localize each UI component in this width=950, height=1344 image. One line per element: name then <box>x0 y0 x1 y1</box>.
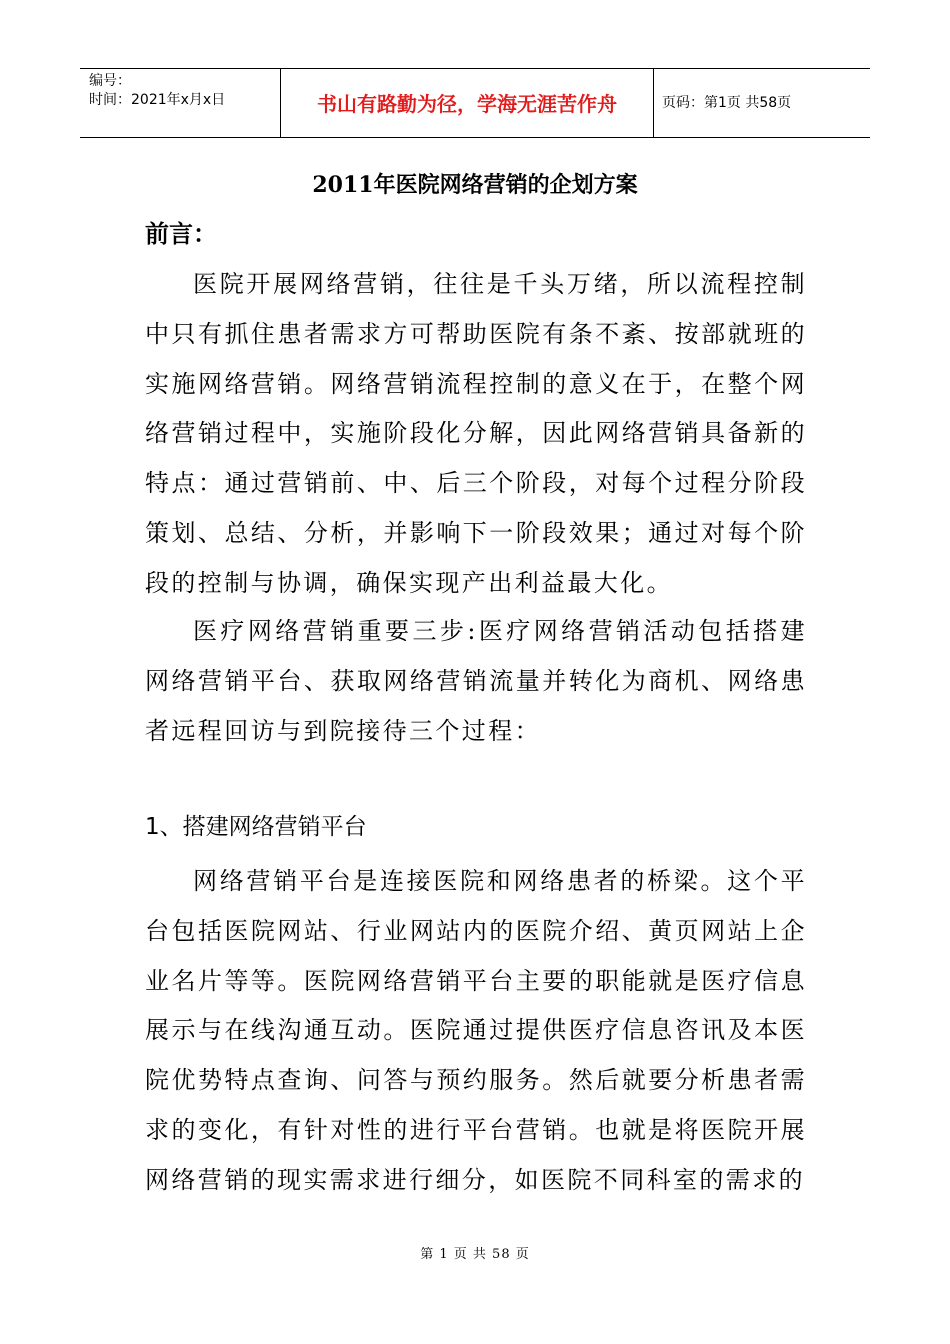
header-table <box>80 68 870 138</box>
body-paragraph: 医院开展网络营销，往往是千头万绪，所以流程控制中只有抓住患者需求方可帮助医院有条不紊、按部就班的实施网络营销。网络营销流程控制的意义在于，在整个网络营销过程中，实施阶段化分解，因此网络营销具备新的特点：通过营销前、中、后三个阶段，对每个过程分阶段策划、总结、分析，并影响下一阶段效果；通过对每个阶段的控制与协调，确保实现产出利益最大化。 <box>145 270 807 597</box>
body-paragraph: 网络营销平台是连接医院和网络患者的桥梁。这个平台包括医院网站、行业网站内的医院介绍、黄页网站上企业名片等等。医院网络营销平台主要的职能就是医疗信息展示与在线沟通互动。医院通过提供医疗信息咨讯及本医院优势特点查询、问答与预约服务。然后就要分析患者需求的变化，有针对性的进行平台营销。也就是将医院开展网络营销的现实需求进行细分，如医院不同科室的需求的 <box>145 867 807 1194</box>
body-paragraph: 医疗网络营销重要三步:医疗网络营销活动包括搭建网络营销平台、获取网络营销流量并转化为商机、网络患者远程回访与到院接待三个过程： <box>145 617 807 745</box>
preface-heading: 前言： <box>145 219 217 248</box>
page-info: 页码：第1页 共58页 <box>662 95 792 111</box>
document-number-label: 编号： <box>89 73 131 89</box>
document-time-label: 时间：2021年x月x日 <box>89 92 226 108</box>
header-info-cell <box>80 69 281 137</box>
document-title: 2011年医院网络营销的企划方案 <box>312 172 638 198</box>
page-footer: 第 1 页 共 58 页 <box>420 1247 530 1262</box>
motto-text: 书山有路勤为径，学海无涯苦作舟 <box>317 92 617 116</box>
header-motto-cell <box>281 69 654 137</box>
header-page-cell <box>654 69 870 137</box>
section-heading: 1、搭建网络营销平台 <box>145 814 367 840</box>
